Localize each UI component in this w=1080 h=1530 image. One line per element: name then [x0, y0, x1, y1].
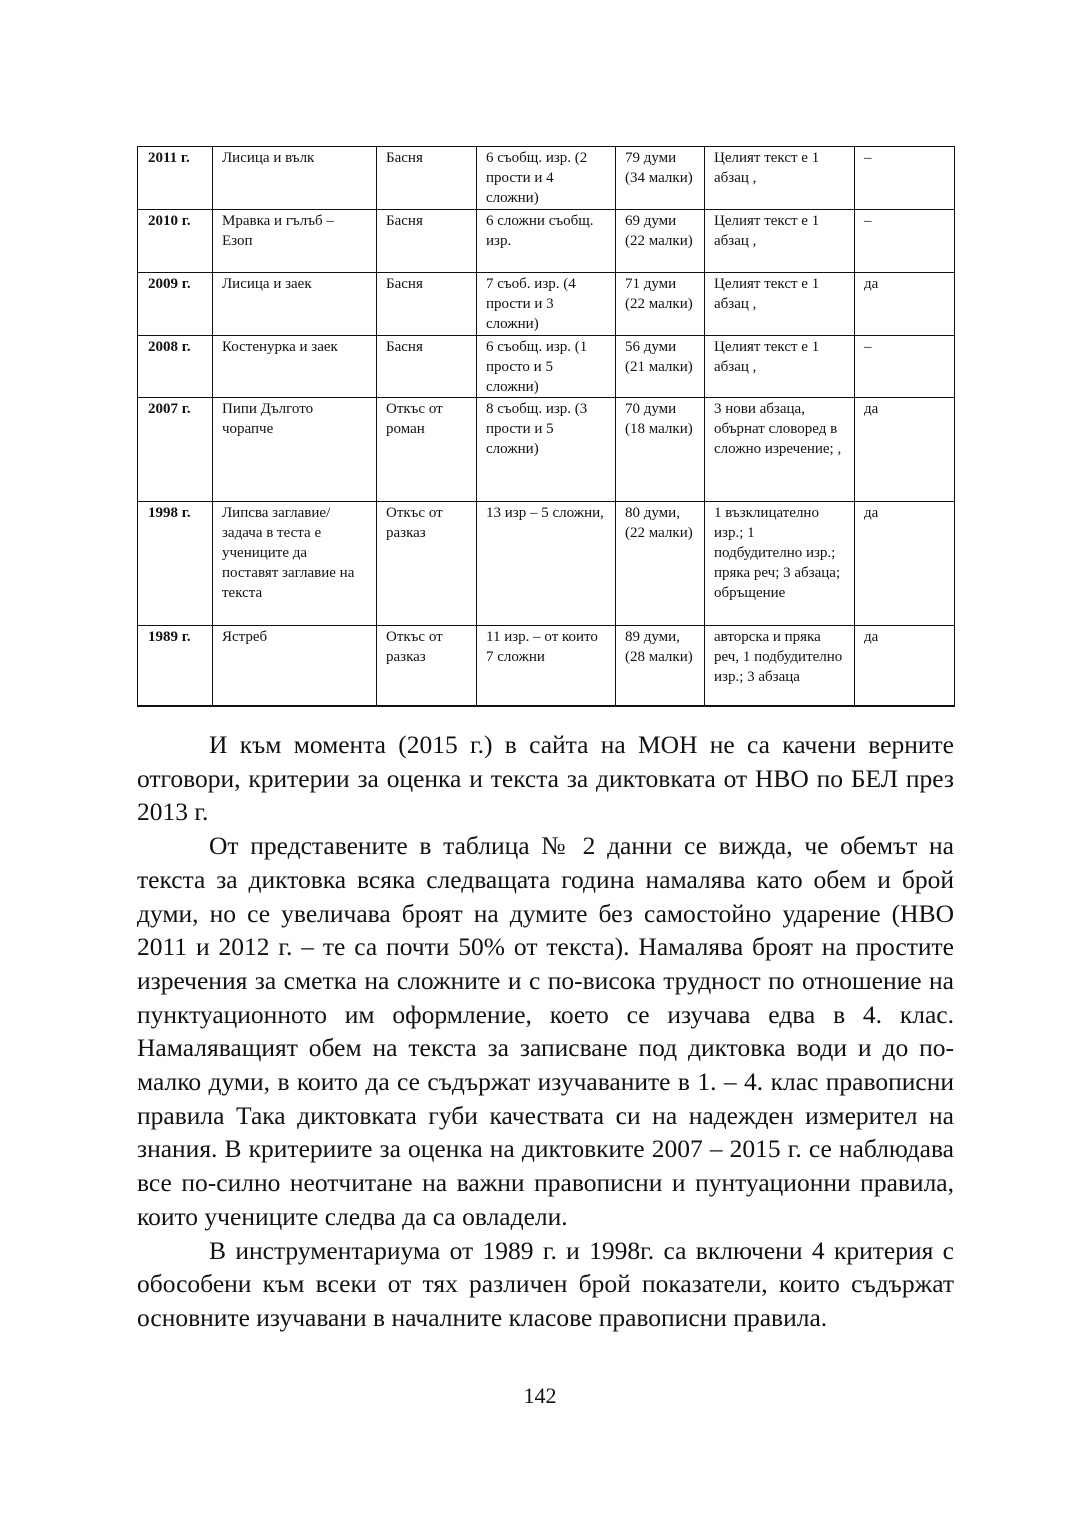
words-cell: 89 думи, (28 малки) [616, 626, 705, 706]
genre-cell: Басня [377, 336, 477, 398]
title-cell: Ястреб [213, 626, 377, 706]
paragraph: В инструментариума от 1989 г. и 1998г. са включени 4 критерия с обособени към всеки от тях различен брой показатели, които съдържат основните изучавани в началните класове правописни правила. [137, 1235, 954, 1332]
table-row [138, 502, 955, 626]
paragraphs-cell: 3 нови абзаца, обърнат словоред в сложно изречение; , [705, 398, 855, 502]
sentences-cell: 6 сложни съобщ. изр. [477, 210, 616, 273]
note-cell: да [855, 502, 955, 626]
title-cell: Пипи Дългото чорапче [213, 398, 377, 502]
note-cell: – [855, 336, 955, 398]
sentences-cell: 7 съоб. изр. (4 прости и 3 сложни) [477, 273, 616, 336]
title-cell: Лисица и заек [213, 273, 377, 336]
note-cell: – [855, 210, 955, 273]
paragraphs-cell: Целият текст е 1 абзац , [705, 210, 855, 273]
title-cell: Костенурка и заек [213, 336, 377, 398]
paragraph: От представените в таблица № 2 данни се вижда, че обемът на текста за диктовка всяка следващата година намалява като обем и брой думи, но се увеличава броят на думите без самостойно ударение (НВО 2011 и 2012 г. – те са почти 50% от текста). Намалява броят на простите изречения за сметка на сложните и с по-висока трудност по отношение на пунктуационното им оформление, което се изучава едва в 4. клас. Намаляващият обем на текста за записване под диктовка води и до по-малко думи, в които да се съдържат изучаваните в 1. – 4. клас правописни правила Така диктовката губи качествата си на надежден измерител на знания. В критериите за оценка на диктовките 2007 – 2015 г. се наблюдава все по-силно неотчитане на важни правописни и пунтуационни правила, които учениците следва да са овладели. [137, 831, 954, 1231]
title-cell: Липсва заглавие/ задача в теста е учениците да поставят заглавие на текста [213, 502, 377, 626]
paragraph: И към момента (2015 г.) в сайта на МОН не са качени верните отговори, критерии за оценка и текста за диктовката от НВО по БЕЛ през 2013 г. [137, 730, 954, 827]
table-row [138, 273, 955, 336]
sentences-cell: 6 съобщ. изр. (1 просто и 5 сложни) [477, 336, 616, 398]
table-row [138, 626, 955, 706]
dictation-comparison-table [137, 146, 955, 707]
title-cell: Мравка и гълъб – Езоп [213, 210, 377, 273]
paragraphs-cell: Целият текст е 1 абзац , [705, 336, 855, 398]
paragraphs-cell: Целият текст е 1 абзац , [705, 273, 855, 336]
note-cell: да [855, 398, 955, 502]
genre-cell: Откъс от разказ [377, 502, 477, 626]
words-cell: 56 думи (21 малки) [616, 336, 705, 398]
paragraphs-cell: 1 възклицателно изр.; 1 подбудително изр.; пряка реч; 3 абзаца; обръщение [705, 502, 855, 626]
genre-cell: Откъс от разказ [377, 626, 477, 706]
year-cell: 2011 г. [138, 147, 213, 210]
note-cell: да [855, 626, 955, 706]
year-cell: 2008 г. [138, 336, 213, 398]
genre-cell: Басня [377, 147, 477, 210]
words-cell: 69 думи (22 малки) [616, 210, 705, 273]
words-cell: 80 думи, (22 малки) [616, 502, 705, 626]
year-cell: 2010 г. [138, 210, 213, 273]
note-cell: – [855, 147, 955, 210]
year-cell: 1989 г. [138, 626, 213, 706]
title-cell: Лисица и вълк [213, 147, 377, 210]
year-cell: 2007 г. [138, 398, 213, 502]
paragraphs-cell: Целият текст е 1 абзац , [705, 147, 855, 210]
genre-cell: Откъс от роман [377, 398, 477, 502]
note-cell: да [855, 273, 955, 336]
year-cell: 2009 г. [138, 273, 213, 336]
table-row [138, 147, 955, 210]
words-cell: 79 думи (34 малки) [616, 147, 705, 210]
table-row [138, 210, 955, 273]
table-row [138, 336, 955, 398]
genre-cell: Басня [377, 273, 477, 336]
sentences-cell: 13 изр – 5 сложни, [477, 502, 616, 626]
genre-cell: Басня [377, 210, 477, 273]
year-cell: 1998 г. [138, 502, 213, 626]
sentences-cell: 6 съобщ. изр. (2 прости и 4 сложни) [477, 147, 616, 210]
sentences-cell: 11 изр. – от които 7 сложни [477, 626, 616, 706]
words-cell: 71 думи (22 малки) [616, 273, 705, 336]
sentences-cell: 8 съобщ. изр. (3 прости и 5 сложни) [477, 398, 616, 502]
paragraphs-cell: авторска и пряка реч, 1 подбудително изр.; 3 абзаца [705, 626, 855, 706]
page-number: 142 [523, 1383, 557, 1408]
body-text [137, 728, 954, 1335]
words-cell: 70 думи (18 малки) [616, 398, 705, 502]
table-row [138, 398, 955, 502]
